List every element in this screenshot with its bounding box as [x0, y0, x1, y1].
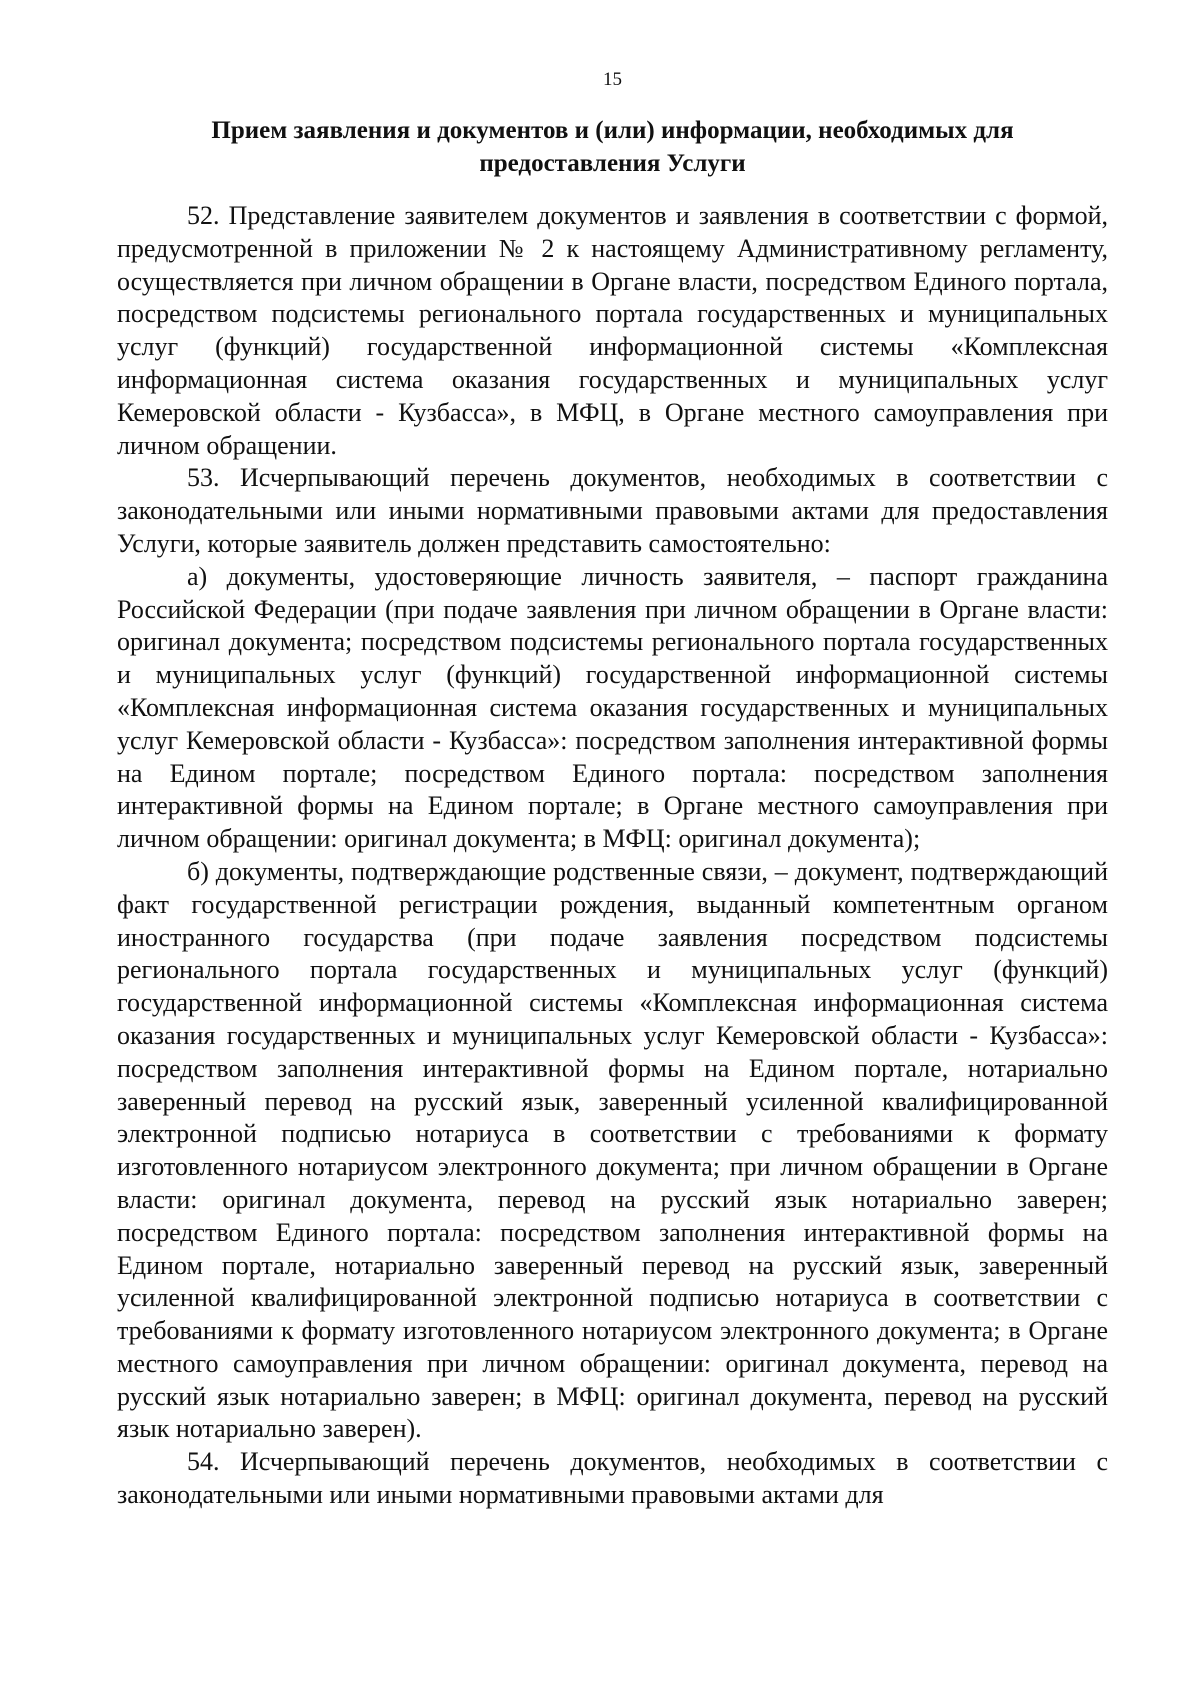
paragraph-53-b: б) документы, подтверждающие родственные связи, – документ, подтверждающий факт государственной регистрации рождения, выданный компетентным органом иностранного государства (при подаче заявления посредством подсистемы регионального портала государственных и муниципальных услуг (функций) государственной информационной системы «Комплексная информационная система оказания государственных и муниципальных услуг Кемеровской области - Кузбасса»: посредством заполнения интерактивной формы на Едином портале, нотариально заверенный перевод на русский язык, заверенный усиленной квалифицированной электронной подписью нотариуса в соответствии с требованиями к формату изготовленного нотариусом электронного документа; при личном обращении в Органе власти: оригинал документа, перевод на русский язык нотариально заверен; посредством Единого портала: посредством заполнения интерактивной формы на Едином портале, нотариально заверенный перевод на русский язык, заверенный усиленной квалифицированной электронной подписью нотариуса в соответствии с требованиями к формату изготовленного нотариусом электронного документа; в Органе местного самоуправления при личном обращении: оригинал документа, перевод на русский язык нотариально заверен; в МФЦ: оригинал документа, перевод на русский язык нотариально заверен). [117, 856, 1108, 1444]
paragraph-54: 54. Исчерпывающий перечень документов, необходимых в соответствии с законодательными или иными нормативными правовыми актами для [117, 1447, 1108, 1510]
paragraph-53-a: а) документы, удостоверяющие личность заявителя, – паспорт гражданина Российской Федерации (при подаче заявления при личном обращении в Органе власти: оригинал документа; посредством подсистемы регионального портала государственных и муниципальных услуг (функций) государственной информационной системы «Комплексная информационная система оказания государственных и муниципальных услуг Кемеровской области - Кузбасса»: посредством заполнения интерактивной формы на Едином портале; посредством Единого портала: посредством заполнения интерактивной формы на Едином портале; в Органе местного самоуправления при личном обращении: оригинал документа; в МФЦ: оригинал документа); [117, 561, 1108, 854]
paragraph-52: 52. Представление заявителем документов и заявления в соответствии с формой, предусмотренной в приложении № 2 к настоящему Административному регламенту, осуществляется при личном обращении в Органе власти, посредством Единого портала, посредством подсистемы регионального портала государственных и муниципальных услуг (функций) государственной информационной системы «Комплексная информационная система оказания государственных и муниципальных услуг Кемеровской области - Кузбасса», в МФЦ, в Органе местного самоуправления при личном обращении. [117, 201, 1108, 460]
paragraph-53: 53. Исчерпывающий перечень документов, необходимых в соответствии с законодательными или иными нормативными правовыми актами для предоставления Услуги, которые заявитель должен представить самостоятельно: [117, 463, 1108, 558]
section-title: Прием заявления и документов и (или) информации, необходимых для предоставления Услуги [211, 117, 1014, 177]
page-number: 15 [603, 69, 622, 90]
